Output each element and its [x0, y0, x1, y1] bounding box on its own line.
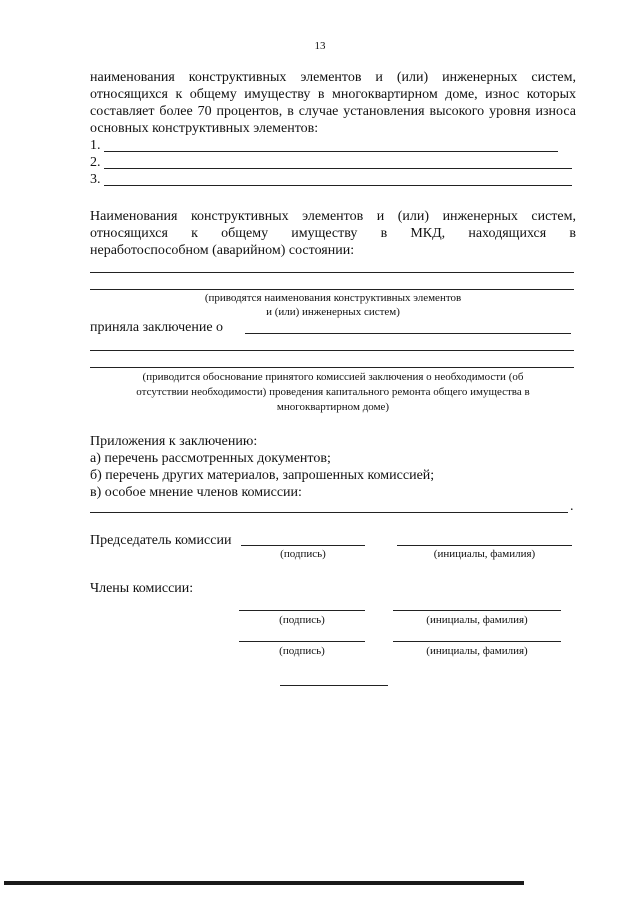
fill-line-4 [90, 272, 574, 273]
conclusion-caption-line-2: отсутствии необходимости) проведения капитального ремонта общего имущества в [136, 386, 530, 398]
attachment-item-b: б) перечень других материалов, запрошенных комиссией; [90, 468, 435, 483]
list-item-number-3: 3. [90, 172, 101, 187]
fill-line-5 [90, 289, 574, 290]
section2-caption-line-2: и (или) инженерных систем) [266, 306, 400, 318]
chairman-signature-line [241, 545, 365, 546]
chairman-name-caption: (инициалы, фамилия) [433, 548, 536, 560]
footer-bar [4, 881, 524, 885]
chairman-signature-caption: (подпись) [280, 548, 326, 560]
members-label: Члены комиссии: [90, 581, 194, 596]
fill-line-2 [104, 168, 572, 169]
attachment-item-c: в) особое мнение членов комиссии: [90, 485, 302, 500]
chairman-name-line [397, 545, 572, 546]
member2-signature-line [239, 641, 365, 642]
fill-line-6 [90, 350, 574, 351]
attachments-title: Приложения к заключению: [90, 434, 258, 449]
attachment-item-a: а) перечень рассмотренных документов; [90, 451, 331, 466]
member1-name-caption: (инициалы, фамилия) [426, 614, 528, 626]
opinion-fill-line [90, 512, 568, 513]
section2-caption-line-1: (приводятся наименования конструктивных элементов [204, 292, 462, 304]
conclusion-caption-line-3: многоквартирном доме) [276, 401, 390, 413]
list-item-number-2: 2. [90, 155, 101, 170]
chairman-label: Председатель комиссии [90, 533, 232, 548]
fill-line-7 [90, 367, 574, 368]
end-divider [280, 685, 388, 686]
section2-line-2: относящихся к общему имуществу в МКД, находящихся в [90, 226, 576, 241]
list-item-number-1: 1. [90, 138, 101, 153]
member2-name-caption: (инициалы, фамилия) [426, 645, 528, 657]
member1-signature-line [239, 610, 365, 611]
member1-name-line [393, 610, 561, 611]
section1-paragraph: наименования конструктивных элементов и (или) инженерных систем, относящихся к общему имуществу в многоквартирном доме, износ которых составляет более 70 процентов, в случае установления высокого уровня износа основных конструктивных элементов: [90, 70, 576, 136]
page-number: 13 [314, 40, 326, 52]
member2-name-line [393, 641, 561, 642]
conclusion-label: приняла заключение о [90, 320, 224, 335]
section2-line-1: Наименования конструктивных элементов и (или) инженерных систем, [90, 209, 576, 224]
member1-signature-caption: (подпись) [279, 614, 325, 626]
opinion-period: . [570, 499, 574, 514]
fill-line-1 [104, 151, 558, 152]
member2-signature-caption: (подпись) [279, 645, 325, 657]
section2-line-3: неработоспособном (аварийном) состоянии: [90, 243, 355, 258]
conclusion-caption-line-1: (приводится обоснование принятого комиссией заключения о необходимости (об [142, 371, 524, 383]
conclusion-fill-line [245, 333, 571, 334]
fill-line-3 [104, 185, 572, 186]
